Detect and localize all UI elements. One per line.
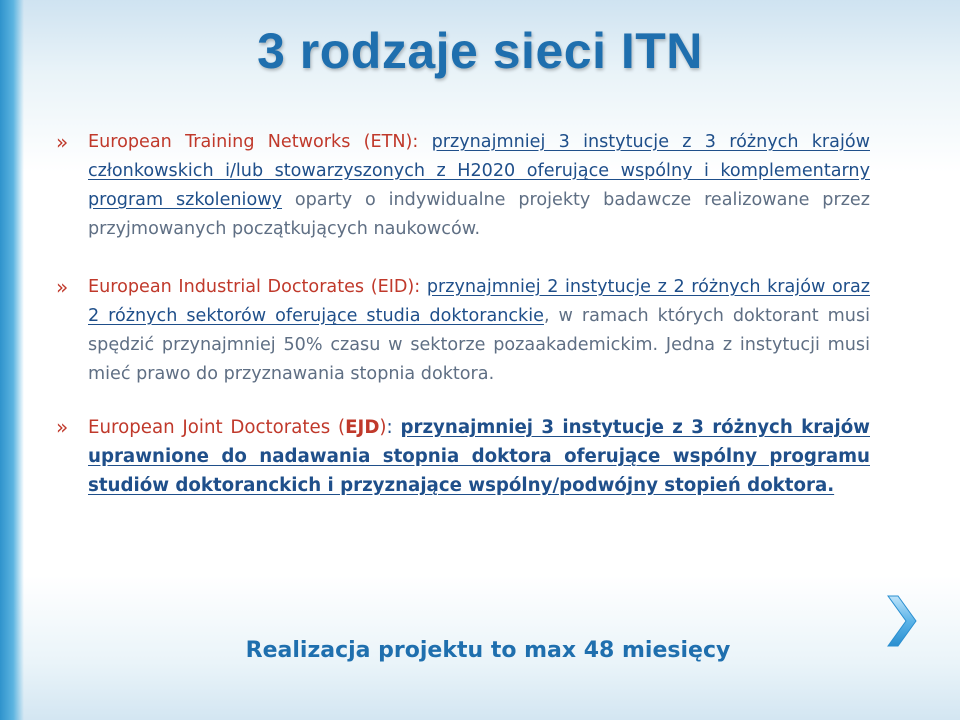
underlined-description: przynajmniej 3 instytucje z 3 różnych krajów członkowskich i/lub stowarzyszonych z H2020 oferujące wspólny i komplementarny program szkoleniowy — [88, 132, 870, 210]
left-decorative-bar — [0, 0, 24, 720]
bullet-eid — [56, 273, 870, 389]
network-name-part: European Joint Doctorates ( — [88, 417, 346, 438]
bullet-marker: » — [56, 130, 69, 154]
network-abbreviation: EJD — [345, 417, 380, 438]
description: , w ramach których doktorant musi spędzić przynajmniej 50% czasu w sektorze pozaakademickim. Jedna z instytucji musi mieć prawo do przyznawania stopnia doktora. — [88, 306, 871, 384]
page-title: 3 rodzaje sieci ITN — [257, 23, 703, 79]
bullet-etn — [56, 128, 870, 244]
bullet-text — [88, 128, 870, 244]
bullet-ejd — [56, 413, 870, 500]
underlined-description: przynajmniej 2 instytucje z 2 różnych krajów oraz 2 różnych sektorów oferujące studia doktoranckie — [88, 277, 870, 326]
bullet-text — [88, 413, 870, 500]
network-name: European Training Networks (ETN): — [88, 132, 419, 152]
bullet-marker: » — [56, 275, 69, 299]
network-name: European Industrial Doctorates (EID): — [88, 277, 427, 297]
bullet-text — [88, 273, 870, 389]
underlined-description: przynajmniej 3 instytucje z 3 różnych krajów uprawnione do nadawania stopnia doktora oferujące wspólny programu studiów doktoranckich i przyznające wspólny/podwójny stopień doktora. — [88, 417, 870, 496]
colon: : — [386, 417, 401, 438]
description: oparty o indywidualne projekty badawcze realizowane przez przyjmowanych początkujących naukowców. — [88, 190, 870, 239]
bullet-marker: » — [56, 415, 69, 439]
footer-note: Realizacja projektu to max 48 miesięcy — [245, 638, 731, 663]
bullet-list — [56, 128, 870, 500]
network-name-close: ) — [379, 417, 387, 438]
